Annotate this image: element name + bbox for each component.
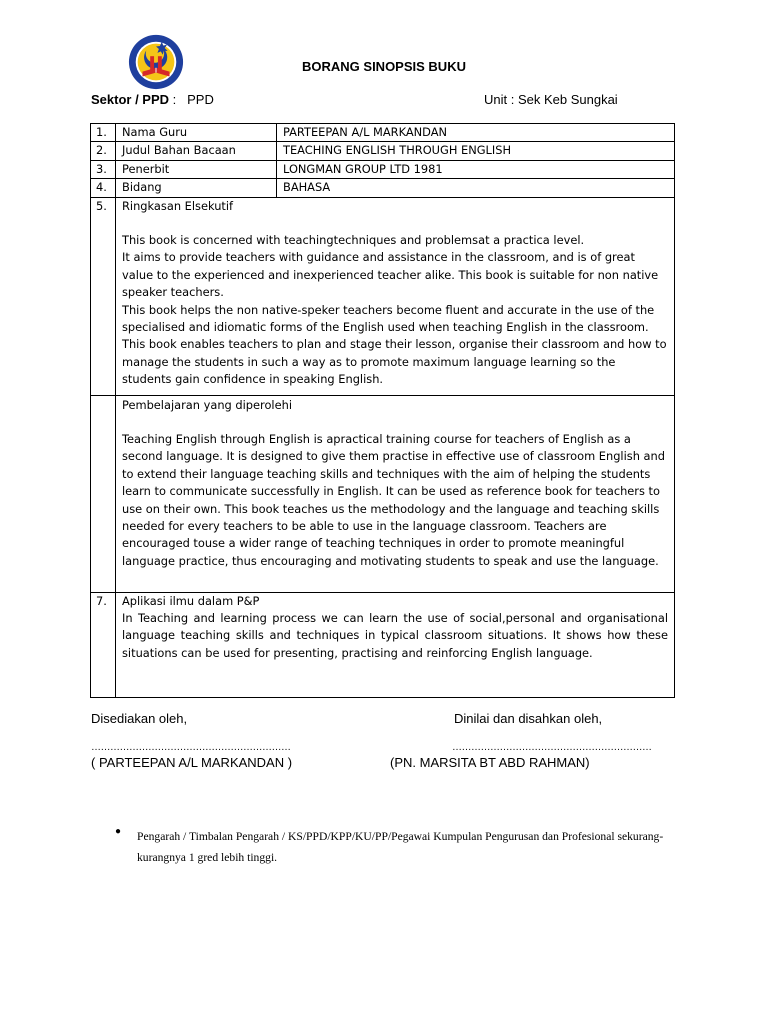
summary-paragraph-3: This book helps the non native-speker teachers become fluent and accurate in the use of the specialised and idiomatic forms of the English used when teaching English in the classroom.	[122, 302, 655, 335]
table-row	[91, 160, 675, 178]
section-application	[91, 592, 675, 697]
row-label: Bidang	[116, 179, 277, 197]
summary-paragraph-4: This book enables teachers to plan and stage their lesson, organise their classroom and how to manage the students in such a way as to promote maximum language learning so the students gain confidence in speaking English.	[122, 337, 667, 387]
table-row	[91, 124, 675, 142]
application-paragraph: In Teaching and learning process we can learn the use of social,personal and organisational language teaching skills and techniques in typical classroom situations. It shows how these situations can be used for presenting, practising and reinforcing English language.	[122, 611, 668, 660]
application-cell	[116, 592, 675, 697]
row-number: 7.	[91, 592, 116, 697]
row-label: Penerbit	[116, 160, 277, 178]
section-summary	[91, 197, 675, 395]
summary-cell	[116, 197, 675, 395]
row-label: Judul Bahan Bacaan	[116, 142, 277, 160]
prepared-by-label: Disediakan oleh,	[91, 711, 188, 726]
approved-by-label: Dinilai dan disahkan oleh,	[454, 711, 603, 726]
summary-paragraph-1: This book is concerned with teachingtechniques and problemsat a practica level.	[122, 233, 585, 248]
row-number: 1.	[91, 124, 116, 142]
synopsis-table	[90, 123, 675, 698]
row-value: BAHASA	[277, 179, 675, 197]
sektor-separator: :	[169, 92, 177, 107]
sektor-label: Sektor / PPD	[91, 92, 170, 107]
table-row	[91, 142, 675, 160]
sektor-value: PPD	[187, 92, 214, 107]
learning-heading: Pembelajaran yang diperolehi	[122, 397, 292, 412]
approved-by-name: (PN. MARSITA BT ABD RAHMAN)	[390, 755, 590, 770]
unit-label: Unit : Sek Keb Sungkai	[484, 92, 618, 107]
learning-paragraph: Teaching English through English is apractical training course for teachers of English as a second language. It is designed to give them practise in effective use of classroom English and to extend their language teaching skills and techniques with the aim of helping the students learn to communicate successfully in English. It can be used as reference book for teachers to use on their own. This book teaches us the methodology and the language and teaching skills needed for every teachers to be able to use in the language classroom. Teachers are encouraged touse a wider range of teaching techniques in order to promote meaningful language practice, thus encouraging and motivating students to speak and use the language.	[122, 432, 665, 568]
row-label: Nama Guru	[116, 124, 277, 142]
row-value: LONGMAN GROUP LTD 1981	[277, 160, 675, 178]
table-row	[91, 179, 675, 197]
application-heading: Aplikasi ilmu dalam P&P	[122, 593, 260, 608]
summary-heading: Ringkasan Elsekutif	[122, 198, 234, 213]
row-number: 4.	[91, 179, 116, 197]
section-learning	[91, 395, 675, 592]
summary-paragraph-2: It aims to provide teachers with guidance and assistance in the classroom, and is of great value to the experienced and inexperienced teacher alike. This book is suitable for non native speaker teachers.	[122, 250, 659, 300]
row-number: 2.	[91, 142, 116, 160]
learning-cell	[116, 395, 675, 592]
row-value: PARTEEPAN A/L MARKANDAN	[277, 124, 675, 142]
row-number: 3.	[91, 160, 116, 178]
row-number	[91, 395, 116, 592]
sektor-ppd	[91, 92, 214, 107]
bullet-icon: ●	[115, 826, 122, 837]
row-value: TEACHING ENGLISH THROUGH ENGLISH	[277, 142, 675, 160]
prepared-by-name: ( PARTEEPAN A/L MARKANDAN )	[91, 755, 293, 770]
prepared-signature-line: ………………………………………………………	[91, 742, 291, 753]
form-title: BORANG SINOPSIS BUKU	[302, 59, 466, 74]
approved-signature-line: ………………………………………………………	[452, 742, 652, 753]
row-number: 5.	[91, 197, 116, 395]
footnote-text: Pengarah / Timbalan Pengarah / KS/PPD/KPP/KU/PP/Pegawai Kumpulan Pengurusan dan Profesional sekurang-kurangnya 1 gred lebih tinggi.	[137, 830, 664, 864]
